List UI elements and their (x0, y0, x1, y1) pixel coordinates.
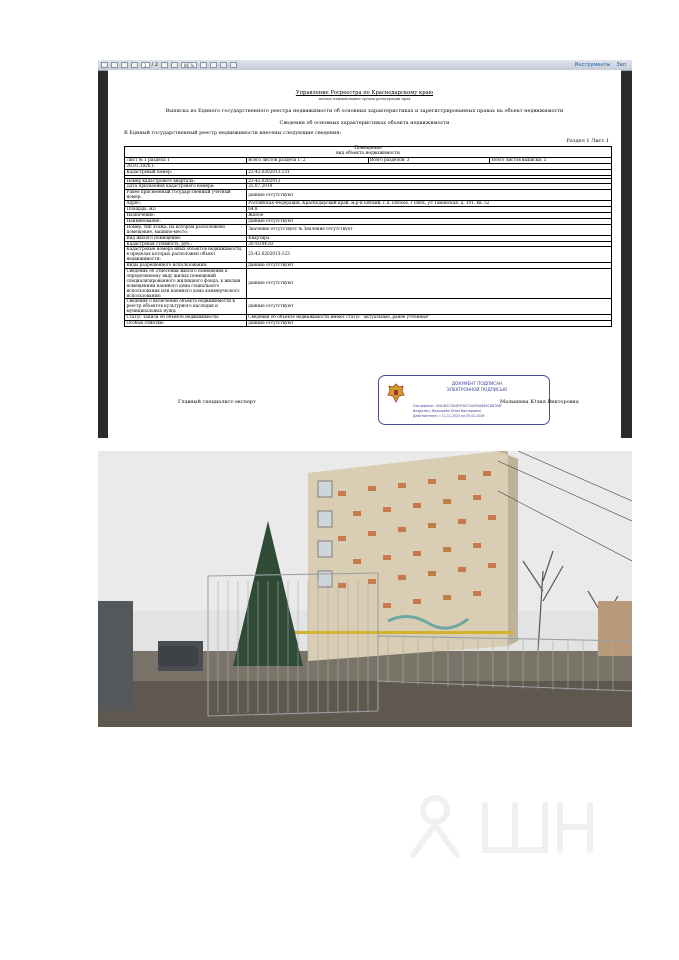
object-type-sub: вид объекта недвижимости (336, 150, 400, 156)
sheet-cell: Всего листов выписки: 5 (490, 157, 612, 163)
row-label: Адрес: (125, 201, 247, 207)
document-page (108, 70, 621, 438)
row-label: Вид жилого помещения: (125, 235, 247, 241)
row-value: 64.8 (246, 207, 611, 213)
row-value: Сведения об объекте недвижимости имеют статус "актуальные, ранее учтенные" (246, 315, 611, 321)
property-table (124, 146, 612, 327)
row-value: данные отсутствуют (246, 263, 611, 269)
row-label: Статус записи об объекте недвижимости: (125, 315, 247, 321)
page-number-field[interactable]: 1 (141, 62, 150, 68)
page-total: / 2 (151, 62, 159, 68)
zoom-field[interactable]: 86 % (181, 62, 197, 68)
stamp-owner: Владелец: Малышева Юлия Викторовна (413, 409, 481, 413)
sheet-cell: Всего листов раздела 1: 2 (246, 157, 368, 163)
row-value: Значение отсутствует № Значение отсутствует (246, 224, 611, 235)
print-icon[interactable] (101, 62, 108, 68)
cian-watermark-logo (395, 775, 605, 865)
signer-name: Малышева Юлия Викторовна (500, 399, 579, 405)
row-label: Ранее присвоенный государственный учетный номер: (125, 190, 247, 201)
stamp-title-line2: ЭЛЕКТРОННОЙ ПОДПИСЬЮ (446, 387, 508, 392)
row-value: данные отсутствуют (246, 190, 611, 201)
prev-page-icon[interactable] (121, 62, 128, 68)
stamp-title (379, 381, 549, 393)
email-icon[interactable] (111, 62, 118, 68)
row-label: Сведения о включении объекта недвижимости в реестр объектов культурного наследия и муниципальных нужд: (125, 299, 247, 315)
building-photo (98, 451, 632, 727)
row-value: данные отсутствуют (246, 269, 611, 299)
row-label: Особые отметки: (125, 321, 247, 327)
row-value: данные отсутствуют (246, 299, 611, 315)
row-label: Дата присвоения кадастрового номера: (125, 184, 247, 190)
fit-page-icon[interactable] (200, 62, 207, 68)
fit-width-icon[interactable] (210, 62, 217, 68)
extract-title: Выписка из Единого государственного реестра недвижимости об основных характеристиках и зарегистрированных правах на объект недвижимости (165, 108, 564, 114)
sign-icon[interactable] (230, 62, 237, 68)
row-value: 2076304.83 (246, 241, 611, 247)
pdf-viewer-screenshot (98, 60, 632, 438)
row-value: данные отсутствуют (246, 321, 611, 327)
extra-menu[interactable]: Зап (616, 62, 626, 68)
cadastral-label: Кадастровый номер: (125, 169, 247, 175)
tools-menu[interactable]: Инструменты (574, 62, 611, 68)
zoom-in-icon[interactable] (171, 62, 178, 68)
row-label: Виды разрешенного использования: (125, 263, 247, 269)
row-label: Сведения об отнесении жилого помещения к определенному виду жилых помещений специализированного жилищного фонда, к жилым помещениям наемного дома социального использования или наемного дома коммерческого использования: (125, 269, 247, 299)
intro-text: В Единый государственный реестр недвижимости внесены следующие сведения: (124, 130, 342, 136)
row-label: Номер, тип этажа, на котором расположено помещение, машино-место: (125, 224, 247, 235)
row-value: 23:42:0202013 (246, 178, 611, 184)
row-label: Номер кадастрового квартала: (125, 178, 247, 184)
sheet-cell: Всего разделов: 3 (368, 157, 490, 163)
row-value: 25.07.2014 (246, 184, 611, 190)
stamp-validity: Действителен: с 11.11.2024 по 05.02.2026 (413, 414, 485, 418)
signer-position: Главный специалист-эксперт (178, 399, 256, 405)
row-value: данные отсутствуют (246, 218, 611, 224)
zoom-out-icon[interactable] (161, 62, 168, 68)
cadastral-value: 23:42:0202013:131 (246, 169, 611, 175)
date-cell: 28.01.2026 г. (125, 163, 612, 169)
object-type: Помещение (354, 146, 382, 151)
row-label: Назначение: (125, 212, 247, 218)
row-value: Жилое (246, 212, 611, 218)
stamp-title-line1: ДОКУМЕНТ ПОДПИСАН (451, 381, 503, 386)
comment-icon[interactable] (220, 62, 227, 68)
authority-title: Управление Росреестра по Краснодарскому краю (295, 90, 434, 96)
row-value: Российская Федерация, Краснодарский край, м.р-н Ейский, г.п. Ейское, г Ейск, ул Таманская, д. 101, кв. 52 (246, 201, 611, 207)
section-title: Сведения об основных характеристиках объекта недвижимости (279, 120, 450, 126)
row-label: Кадастровая стоимость, руб.: (125, 241, 247, 247)
row-label: Наименование: (125, 218, 247, 224)
object-type-cell (125, 147, 612, 158)
row-label: Кадастровые номера иных объектов недвижимости, в пределах которых расположен объект недвижимости: (125, 247, 247, 263)
authority-subtitle: полное наименование органа регистрации прав (318, 97, 411, 101)
sheet-cell: Лист № 1 раздела 1 (125, 157, 247, 163)
row-value: Квартира (246, 235, 611, 241)
row-value: 23:42:0202013:123 (246, 247, 611, 263)
stamp-certificate: Сертификат: 00A1B2C3D4E5F60718293A4B5C6D7E8F (413, 404, 503, 408)
next-page-icon[interactable] (131, 62, 138, 68)
row-label: Площадь, м2: (125, 207, 247, 213)
sheet-info: Раздел 1 Лист 1 (566, 138, 609, 144)
